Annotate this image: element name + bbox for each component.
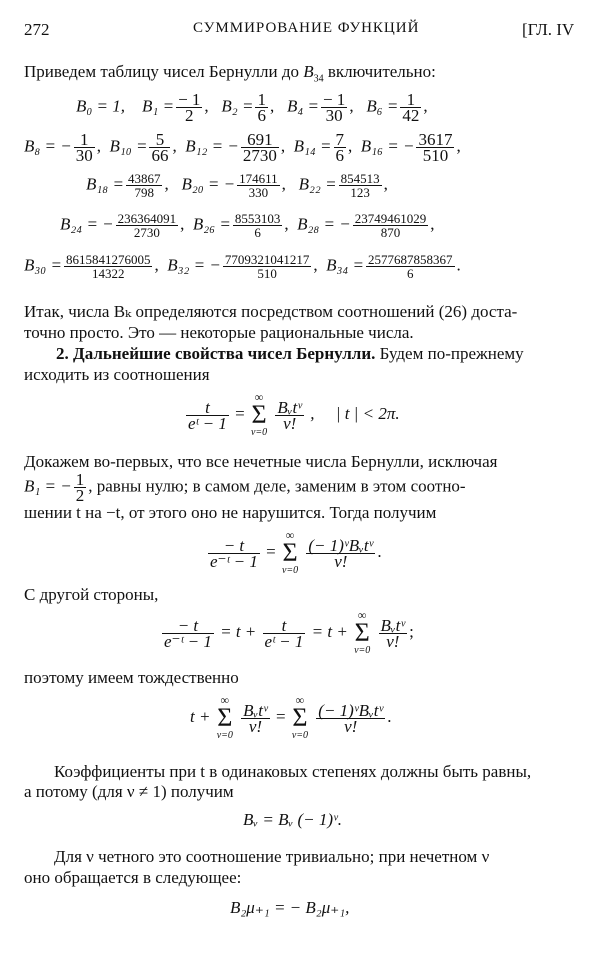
para7-line1: Для ν четного это соотношение тривиально; при нечетном ν: [54, 847, 490, 866]
chapter-label: [ГЛ. IV: [522, 20, 575, 39]
b18-fraction: $\frac{43867}{798}$: [127, 171, 161, 200]
para3-line3: шении t на −t, от этого оно не нарушится. Тогда получим: [24, 503, 437, 522]
bernoulli-row-4: B₂₄ = − $\frac{236364091}{2730}$ , B₂₆ = $\frac{8553103}{6}$ , B₂₈ = − $\frac{23749461029}{870}$ ,: [60, 211, 435, 240]
para2-line2: точно просто. Это — некоторые рациональные числа.: [24, 323, 414, 342]
b0-value: B₀ = 1,: [76, 96, 126, 116]
b30-fraction: $\frac{8615841276005}{14322}$: [65, 252, 151, 281]
b34-fraction: $\frac{2577687858367}{6}$: [368, 252, 453, 281]
bernoulli-row-2: B₈ = − $\frac{1}{30}$ , B₁₀ = $\frac{5}{66}$ , B₁₂ = − $\frac{691}{2730}$ , B₁₄ = $\frac{7}{6}$ , B₁₆ = − $\frac{3617}{510}$ ,: [24, 130, 461, 165]
para3-line2: B₁ = − $\frac{1}{2}$ , равны нулю; в самом деле, заменим в этом соотно-: [24, 470, 466, 505]
b14-fraction: $\frac{7}{6}$: [335, 130, 345, 165]
para2-line1: Итак, числа Bₖ определяются посредством соотношений (26) доста-: [24, 302, 518, 321]
equation-6: B₂μ₊₁ = − B₂μ₊₁,: [230, 898, 350, 917]
bernoulli-row-5: B₃₀ = $\frac{8615841276005}{14322}$ , B₃₂ = − $\frac{7709321041217}{510}$ , B₃₄ = $\frac{2577687858367}{6}$ .: [24, 252, 461, 281]
b20-fraction: $\frac{174611}{330}$: [239, 171, 278, 200]
b22-fraction: $\frac{854513}{123}$: [340, 171, 380, 200]
para4: С другой стороны,: [24, 585, 159, 604]
para5: поэтому имеем тождественно: [24, 668, 239, 687]
b1-fraction: $\frac{- 1}{2}$: [178, 90, 201, 125]
b26-fraction: $\frac{8553103}{6}$: [234, 211, 281, 240]
equation-2: $\frac{- t}{\text{e⁻ᵗ − 1}}$ = ∞ Σ ν=0 $\frac{\text{(− 1)ᵛBᵥtᵛ}}{\nu!}$ .: [210, 528, 382, 576]
sum-sign: ∞ Σ ν=0: [250, 390, 268, 438]
running-title: СУММИРОВАНИЕ ФУНКЦИЙ: [193, 20, 420, 36]
equation-4: t + ∞ Σ ν=0 $\frac{\text{Bᵥtᵛ}}{\nu!}$ = ∞ Σ ν=0 $\frac{\text{(− 1)ᵛBᵥtᵛ}}{\nu!}$ .: [190, 693, 392, 741]
para7-line2: оно обращается в следующее:: [24, 868, 242, 887]
section2-line2: исходить из соотношения: [24, 365, 210, 384]
equation-3: $\frac{- t}{\text{e⁻ᵗ − 1}}$ = t + $\frac{t}{\text{eᵗ − 1}}$ = t + ∞ Σ ν=0 $\frac{\text{Bᵥtᵛ}}{\nu!}$ ;: [164, 608, 414, 656]
b4-fraction: $\frac{- 1}{30}$: [322, 90, 346, 125]
bernoulli-row-1: B₀ = 1, B₁ = $\frac{- 1}{2}$ , B₂ = $\frac{1}{6}$ , B₄ = $\frac{- 1}{30}$ , B₆ = $\frac{1}{42}$ ,: [76, 90, 428, 125]
b12-fraction: $\frac{691}{2730}$: [242, 130, 277, 165]
para6-line2: а потому (для ν ≠ 1) получим: [24, 782, 234, 801]
b32-fraction: $\frac{7709321041217}{510}$: [224, 252, 310, 281]
b16-fraction: $\frac{3617}{510}$: [418, 130, 453, 165]
bernoulli-row-3: B₁₈ = $\frac{43867}{798}$ , B₂₀ = − $\frac{174611}{330}$ , B₂₂ = $\frac{854513}{123}$ ,: [86, 171, 388, 200]
equation-1: $\frac{t}{\text{eᵗ − 1}}$ = ∞ Σ ν=0 $\frac{\text{Bᵥtᵛ}}{\nu!}$ , | t | < 2π.: [188, 390, 400, 438]
para3-line1: Докажем во-первых, что все нечетные числа Бернулли, исключая: [24, 452, 498, 471]
intro-line: Приведем таблицу чисел Бернулли до $B_{34}$ включительно:: [24, 62, 436, 85]
para6-line1: Коэффициенты при t в одинаковых степенях должны быть равны,: [54, 762, 532, 781]
b8-fraction: $\frac{1}{30}$: [75, 130, 93, 165]
b10-fraction: $\frac{5}{66}$: [151, 130, 169, 165]
section-heading-line: 2. Дальнейшие свойства чисел Бернулли. Будем по-прежнему: [56, 344, 524, 363]
equation-5: Bᵥ = Bᵥ (− 1)ᵛ.: [243, 810, 343, 829]
b24-fraction: $\frac{236364091}{2730}$: [117, 211, 177, 240]
b28-fraction: $\frac{23749461029}{870}$: [354, 211, 427, 240]
b2-fraction: $\frac{1}{6}$: [257, 90, 266, 125]
b6-fraction: $\frac{1}{42}$: [402, 90, 420, 125]
page-number: 272: [24, 20, 50, 39]
section-heading: 2. Дальнейшие свойства чисел Бернулли.: [56, 344, 376, 363]
